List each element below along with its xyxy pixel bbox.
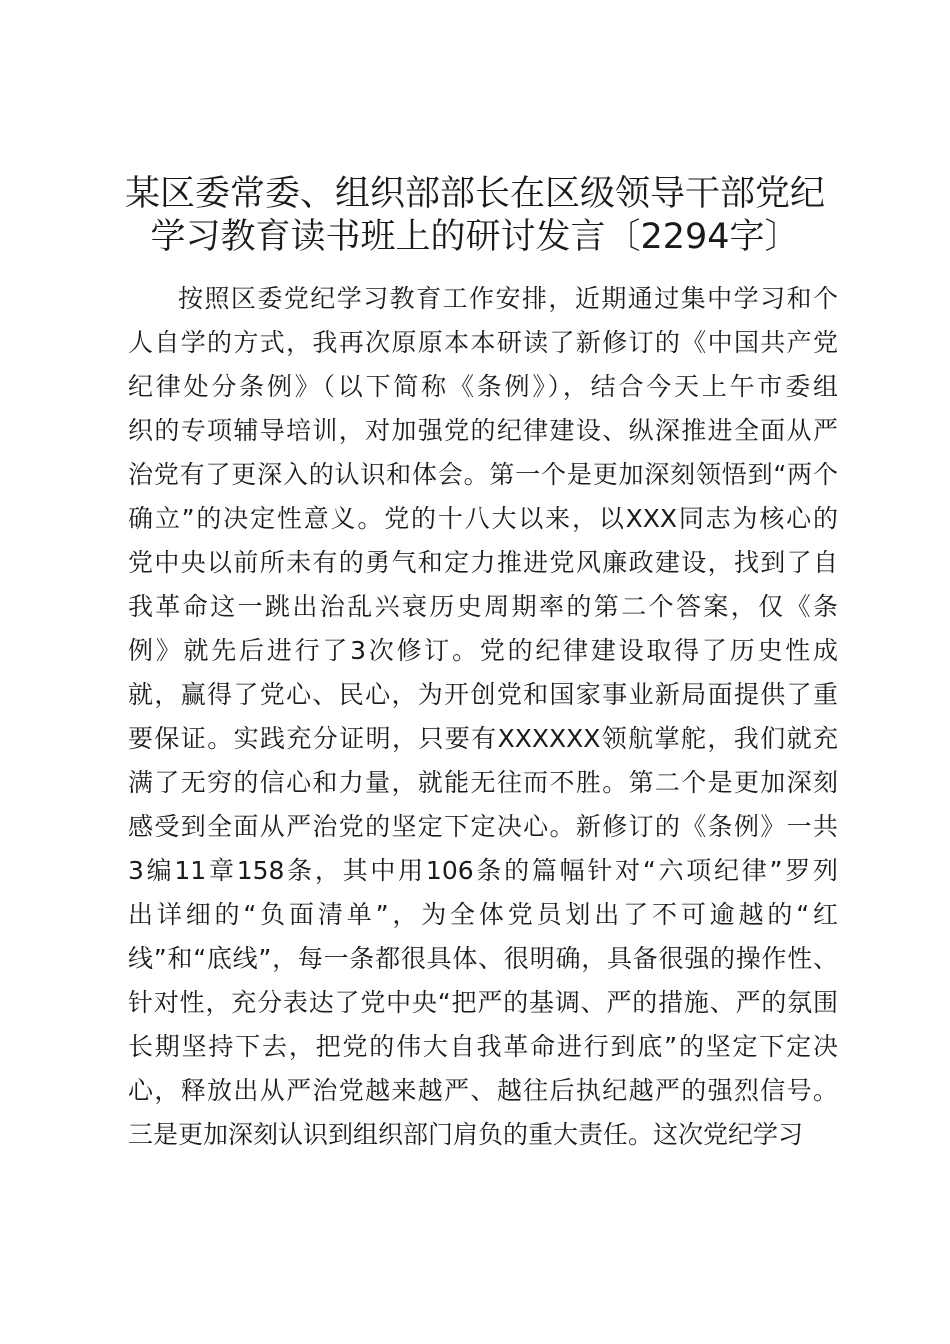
paragraph-line: 我革命这一跳出治乱兴衰历史周期率的第二个答案，仅《条 bbox=[128, 592, 838, 621]
paragraph-line: 三是更加深刻认识到组织部门肩负的重大责任。这次党纪学习 bbox=[128, 1120, 804, 1149]
paragraph-line: 治党有了更深入的认识和体会。第一个是更加深刻领悟到“两个 bbox=[128, 460, 838, 489]
paragraph-line: 针对性，充分表达了党中央“把严的基调、严的措施、严的氛围 bbox=[128, 988, 838, 1017]
paragraph-line: 按照区委党纪学习教育工作安排，近期通过集中学习和个 bbox=[178, 284, 838, 313]
document-title-line-2: 学习教育读书班上的研讨发言〔2294字〕 bbox=[150, 217, 800, 257]
paragraph-line: 线”和“底线”，每一条都很具体、很明确，具备很强的操作性、 bbox=[128, 944, 838, 973]
paragraph-line: 纪律处分条例》（以下简称《条例》），结合今天上午市委组 bbox=[128, 372, 838, 401]
paragraph-line: 3编11章158条，其中用106条的篇幅针对“六项纪律”罗列 bbox=[128, 856, 838, 885]
paragraph-line: 就，赢得了党心、民心，为开创党和国家事业新局面提供了重 bbox=[128, 680, 838, 709]
paragraph-line: 党中央以前所未有的勇气和定力推进党风廉政建设，找到了自 bbox=[128, 548, 838, 577]
paragraph-line: 要保证。实践充分证明，只要有XXXXXX领航掌舵，我们就充 bbox=[128, 724, 838, 753]
paragraph-line: 例》就先后进行了3次修订。党的纪律建设取得了历史性成 bbox=[128, 636, 838, 665]
paragraph-line: 满了无穷的信心和力量，就能无往而不胜。第二个是更加深刻 bbox=[128, 768, 838, 797]
paragraph-line: 长期坚持下去，把党的伟大自我革命进行到底”的坚定下定决 bbox=[128, 1032, 838, 1061]
paragraph-line: 人自学的方式，我再次原原本本研读了新修订的《中国共产党 bbox=[128, 328, 838, 357]
paragraph-line: 感受到全面从严治党的坚定下定决心。新修订的《条例》一共 bbox=[128, 812, 838, 841]
paragraph-line: 心，释放出从严治党越来越严、越往后执纪越严的强烈信号。 bbox=[128, 1076, 838, 1105]
paragraph-line: 出详细的“负面清单”，为全体党员划出了不可逾越的“红 bbox=[128, 900, 838, 929]
document-title-line-1: 某区委常委、组织部部长在区级领导干部党纪 bbox=[124, 174, 825, 214]
paragraph-line: 织的专项辅导培训，对加强党的纪律建设、纵深推进全面从严 bbox=[128, 416, 838, 445]
paragraph-line: 确立”的决定性意义。党的十八大以来，以XXX同志为核心的 bbox=[128, 504, 838, 533]
